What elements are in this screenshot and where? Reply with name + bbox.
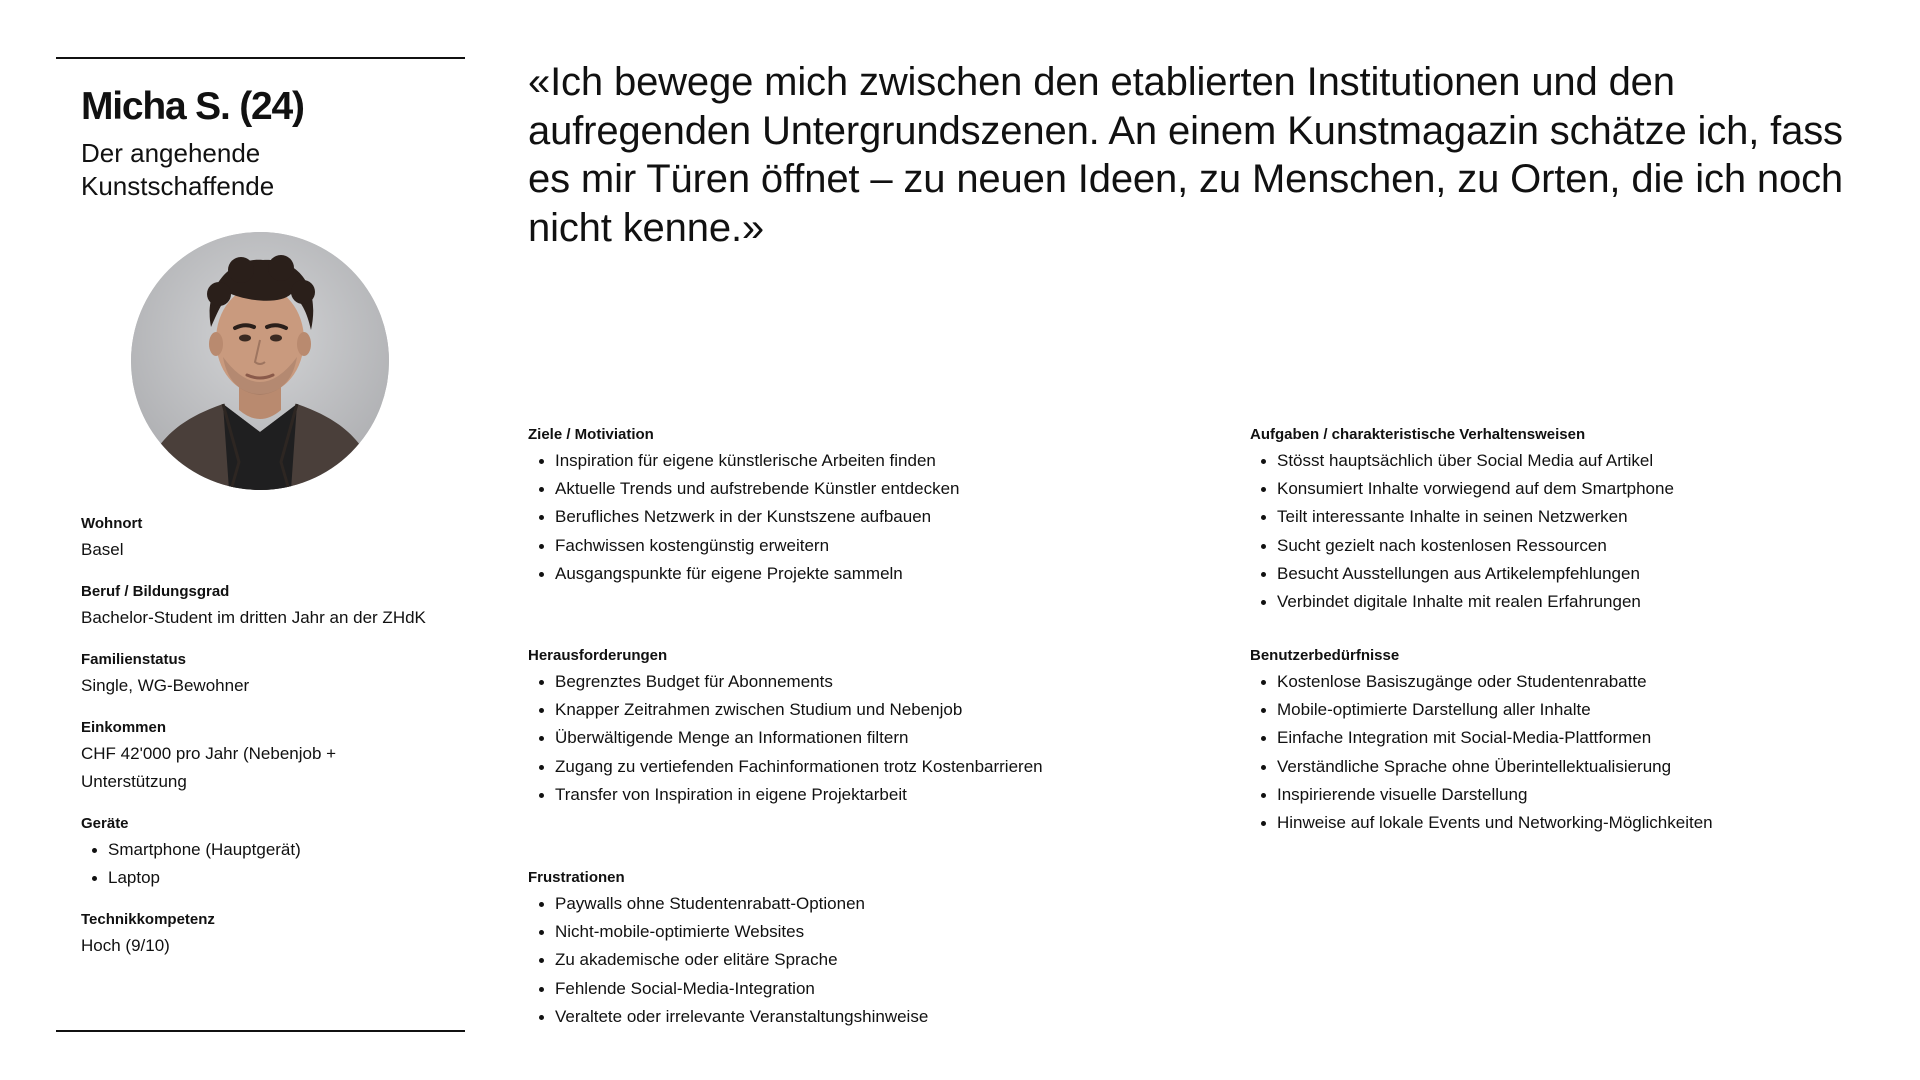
devices-list xyxy=(81,836,441,892)
list-item: Überwältigende Menge an Informationen filtern xyxy=(528,724,1188,752)
list-item: Zugang zu vertiefenden Fachinformationen trotz Kostenbarrieren xyxy=(528,753,1188,781)
list-item: Mobile-optimierte Darstellung aller Inhalte xyxy=(1250,696,1910,724)
section-needs xyxy=(1250,644,1910,837)
challenges-list xyxy=(528,668,1188,809)
list-item: Stösst hauptsächlich über Social Media auf Artikel xyxy=(1250,447,1910,475)
section-frustrations xyxy=(528,866,1188,1031)
goals-list xyxy=(528,447,1188,588)
fact-label: Einkommen xyxy=(81,719,167,736)
fact-value: Bachelor-Student im dritten Jahr an der ZHdK xyxy=(81,608,426,627)
fact-label: Technikkompetenz xyxy=(81,911,215,928)
list-item: Zu akademische oder elitäre Sprache xyxy=(528,946,1188,974)
profile-facts xyxy=(81,512,441,976)
list-item: Smartphone (Hauptgerät) xyxy=(81,836,441,864)
list-item: Inspiration für eigene künstlerische Arbeiten finden xyxy=(528,447,1188,475)
list-item: Begrenztes Budget für Abonnements xyxy=(528,668,1188,696)
list-item: Besucht Ausstellungen aus Artikelempfehlungen xyxy=(1250,560,1910,588)
tasks-list xyxy=(1250,447,1910,616)
fact-label: Beruf / Bildungsgrad xyxy=(81,583,230,600)
list-item: Hinweise auf lokale Events und Networking-Möglichkeiten xyxy=(1250,809,1910,837)
list-item: Ausgangspunkte für eigene Projekte sammeln xyxy=(528,560,1188,588)
section-tasks xyxy=(1250,423,1910,616)
section-title: Herausforderungen xyxy=(528,647,668,664)
list-item: Fachwissen kostengünstig erweitern xyxy=(528,532,1188,560)
fact-technikkompetenz xyxy=(81,908,441,960)
fact-label: Familienstatus xyxy=(81,651,187,668)
list-item: Berufliches Netzwerk in der Kunstszene aufbauen xyxy=(528,503,1188,531)
list-item: Paywalls ohne Studentenrabatt-Optionen xyxy=(528,890,1188,918)
fact-label: Geräte xyxy=(81,815,129,832)
section-title: Frustrationen xyxy=(528,869,625,886)
list-item: Laptop xyxy=(81,864,441,892)
persona-role: Der angehende Kunstschaffende xyxy=(81,138,275,201)
section-title: Ziele / Motiviation xyxy=(528,426,654,443)
fact-geraete xyxy=(81,812,441,892)
section-goals xyxy=(528,423,1188,588)
section-title: Benutzerbedürfnisse xyxy=(1250,647,1400,664)
fact-familienstatus xyxy=(81,648,441,700)
list-item: Veraltete oder irrelevante Veranstaltungshinweise xyxy=(528,1003,1188,1031)
list-item: Verständliche Sprache ohne Überintellektualisierung xyxy=(1250,753,1910,781)
list-item: Kostenlose Basiszugänge oder Studentenrabatte xyxy=(1250,668,1910,696)
list-item: Inspirierende visuelle Darstellung xyxy=(1250,781,1910,809)
fact-value: Hoch (9/10) xyxy=(81,936,170,955)
fact-value: Single, WG-Bewohner xyxy=(81,676,250,695)
list-item: Knapper Zeitrahmen zwischen Studium und Nebenjob xyxy=(528,696,1188,724)
list-item: Teilt interessante Inhalte in seinen Netzwerken xyxy=(1250,503,1910,531)
fact-value: CHF 42'000 pro Jahr (Nebenjob + Unterstützung xyxy=(81,744,337,791)
list-item: Aktuelle Trends und aufstrebende Künstler entdecken xyxy=(528,475,1188,503)
section-challenges xyxy=(528,644,1188,809)
fact-value: Basel xyxy=(81,540,124,559)
portrait-illustration xyxy=(131,232,389,490)
list-item: Verbindet digitale Inhalte mit realen Erfahrungen xyxy=(1250,588,1910,616)
section-title: Aufgaben / charakteristische Verhaltensweisen xyxy=(1250,426,1586,443)
fact-label: Wohnort xyxy=(81,515,143,532)
list-item: Einfache Integration mit Social-Media-Plattformen xyxy=(1250,724,1910,752)
profile-card xyxy=(56,57,465,1032)
list-item: Transfer von Inspiration in eigene Projektarbeit xyxy=(528,781,1188,809)
list-item: Fehlende Social-Media-Integration xyxy=(528,975,1188,1003)
frustrations-list xyxy=(528,890,1188,1031)
fact-beruf xyxy=(81,580,441,632)
list-item: Nicht-mobile-optimierte Websites xyxy=(528,918,1188,946)
fact-einkommen xyxy=(81,716,441,796)
persona-name: Micha S. (24) xyxy=(81,85,304,128)
fact-wohnort xyxy=(81,512,441,564)
list-item: Sucht gezielt nach kostenlosen Ressourcen xyxy=(1250,532,1910,560)
list-item: Konsumiert Inhalte vorwiegend auf dem Smartphone xyxy=(1250,475,1910,503)
avatar xyxy=(131,232,389,490)
needs-list xyxy=(1250,668,1910,837)
persona-quote: «Ich bewege mich zwischen den etablierten Institutionen und den aufregenden Untergrundszenen. An einem Kunstmagazin schätze ich, fass es mir Türen öffnet – zu neuen Ideen, zu Menschen, zu Orten, die ich noch nicht kenne.» xyxy=(528,60,1844,250)
